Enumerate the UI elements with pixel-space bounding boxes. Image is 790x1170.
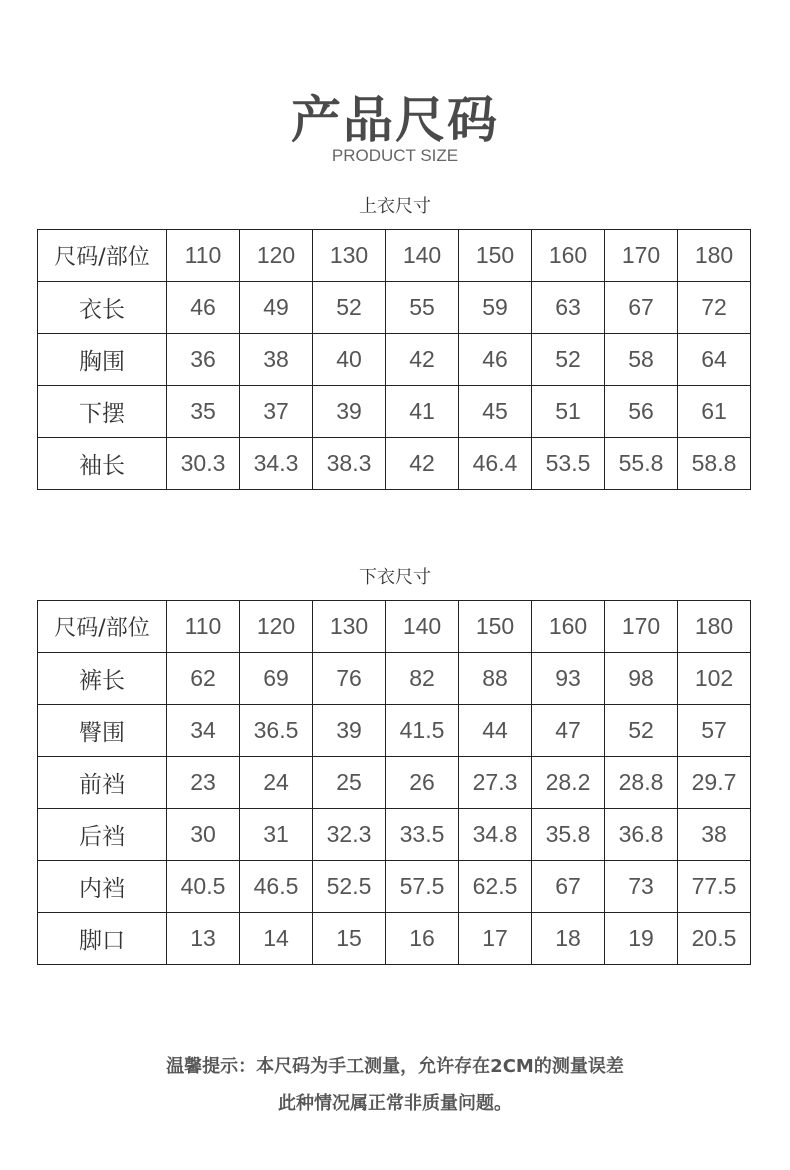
size-header-cell: 170 bbox=[605, 230, 678, 282]
size-header-cell: 130 bbox=[313, 601, 386, 653]
measurement-value: 52 bbox=[605, 705, 678, 757]
measurement-value: 18 bbox=[532, 913, 605, 965]
size-header-cell: 150 bbox=[459, 230, 532, 282]
measurement-value: 30.3 bbox=[167, 438, 240, 490]
measurement-value: 49 bbox=[240, 282, 313, 334]
size-header-cell: 180 bbox=[678, 230, 751, 282]
measurement-value: 72 bbox=[678, 282, 751, 334]
measurement-value: 41 bbox=[386, 386, 459, 438]
measurement-value: 28.8 bbox=[605, 757, 678, 809]
table-row bbox=[38, 757, 751, 809]
table-row bbox=[38, 809, 751, 861]
table-row bbox=[38, 913, 751, 965]
measurement-label: 脚口 bbox=[38, 913, 167, 965]
measurement-value: 25 bbox=[313, 757, 386, 809]
measurement-value: 40.5 bbox=[167, 861, 240, 913]
measurement-value: 24 bbox=[240, 757, 313, 809]
measurement-value: 38 bbox=[240, 334, 313, 386]
measurement-label: 后裆 bbox=[38, 809, 167, 861]
table-row bbox=[38, 861, 751, 913]
table-row bbox=[38, 438, 751, 490]
size-note-line-1: 温馨提示：本尺码为手工测量，允许存在2CM的测量误差 bbox=[166, 1056, 624, 1077]
top-table-body bbox=[38, 230, 751, 490]
measurement-value: 40 bbox=[313, 334, 386, 386]
size-header-cell: 120 bbox=[240, 601, 313, 653]
measurement-value: 45 bbox=[459, 386, 532, 438]
measurement-value: 34 bbox=[167, 705, 240, 757]
size-header-cell: 120 bbox=[240, 230, 313, 282]
bottom-table-body bbox=[38, 601, 751, 965]
top-size-table bbox=[37, 229, 751, 490]
measurement-value: 62.5 bbox=[459, 861, 532, 913]
measurement-value: 28.2 bbox=[532, 757, 605, 809]
corner-label: 尺码/部位 bbox=[38, 601, 167, 653]
measurement-value: 67 bbox=[532, 861, 605, 913]
measurement-value: 44 bbox=[459, 705, 532, 757]
size-header-cell: 110 bbox=[167, 230, 240, 282]
size-header-cell: 110 bbox=[167, 601, 240, 653]
table-row bbox=[38, 653, 751, 705]
table-header-row bbox=[38, 601, 751, 653]
measurement-value: 14 bbox=[240, 913, 313, 965]
measurement-value: 56 bbox=[605, 386, 678, 438]
measurement-value: 82 bbox=[386, 653, 459, 705]
measurement-value: 26 bbox=[386, 757, 459, 809]
measurement-value: 42 bbox=[386, 334, 459, 386]
measurement-label: 下摆 bbox=[38, 386, 167, 438]
measurement-value: 58.8 bbox=[678, 438, 751, 490]
measurement-value: 46 bbox=[167, 282, 240, 334]
measurement-value: 55 bbox=[386, 282, 459, 334]
measurement-value: 32.3 bbox=[313, 809, 386, 861]
measurement-value: 33.5 bbox=[386, 809, 459, 861]
measurement-value: 46.4 bbox=[459, 438, 532, 490]
measurement-value: 30 bbox=[167, 809, 240, 861]
measurement-value: 52 bbox=[313, 282, 386, 334]
measurement-label: 袖长 bbox=[38, 438, 167, 490]
measurement-value: 59 bbox=[459, 282, 532, 334]
measurement-value: 102 bbox=[678, 653, 751, 705]
measurement-value: 19 bbox=[605, 913, 678, 965]
measurement-value: 64 bbox=[678, 334, 751, 386]
corner-label: 尺码/部位 bbox=[38, 230, 167, 282]
measurement-value: 51 bbox=[532, 386, 605, 438]
measurement-value: 15 bbox=[313, 913, 386, 965]
bottom-size-table bbox=[37, 600, 751, 965]
bottom-table-title: 下衣尺寸 bbox=[359, 567, 431, 588]
measurement-value: 47 bbox=[532, 705, 605, 757]
measurement-value: 67 bbox=[605, 282, 678, 334]
page-subtitle: PRODUCT SIZE bbox=[331, 146, 459, 165]
measurement-value: 41.5 bbox=[386, 705, 459, 757]
measurement-value: 34.8 bbox=[459, 809, 532, 861]
measurement-value: 46.5 bbox=[240, 861, 313, 913]
measurement-value: 63 bbox=[532, 282, 605, 334]
measurement-value: 16 bbox=[386, 913, 459, 965]
measurement-value: 38.3 bbox=[313, 438, 386, 490]
size-header-cell: 150 bbox=[459, 601, 532, 653]
measurement-value: 29.7 bbox=[678, 757, 751, 809]
measurement-value: 62 bbox=[167, 653, 240, 705]
measurement-label: 臀围 bbox=[38, 705, 167, 757]
table-row bbox=[38, 282, 751, 334]
measurement-value: 61 bbox=[678, 386, 751, 438]
measurement-value: 57 bbox=[678, 705, 751, 757]
measurement-value: 93 bbox=[532, 653, 605, 705]
measurement-value: 34.3 bbox=[240, 438, 313, 490]
measurement-value: 77.5 bbox=[678, 861, 751, 913]
table-row bbox=[38, 386, 751, 438]
measurement-value: 37 bbox=[240, 386, 313, 438]
measurement-label: 衣长 bbox=[38, 282, 167, 334]
measurement-value: 42 bbox=[386, 438, 459, 490]
measurement-label: 前裆 bbox=[38, 757, 167, 809]
measurement-value: 31 bbox=[240, 809, 313, 861]
size-header-cell: 130 bbox=[313, 230, 386, 282]
measurement-label: 裤长 bbox=[38, 653, 167, 705]
measurement-value: 88 bbox=[459, 653, 532, 705]
measurement-value: 73 bbox=[605, 861, 678, 913]
page-title: 产品尺码 bbox=[291, 91, 499, 149]
measurement-value: 39 bbox=[313, 386, 386, 438]
measurement-value: 76 bbox=[313, 653, 386, 705]
measurement-value: 36 bbox=[167, 334, 240, 386]
measurement-value: 17 bbox=[459, 913, 532, 965]
measurement-value: 35.8 bbox=[532, 809, 605, 861]
measurement-value: 36.8 bbox=[605, 809, 678, 861]
measurement-value: 98 bbox=[605, 653, 678, 705]
measurement-value: 46 bbox=[459, 334, 532, 386]
measurement-value: 38 bbox=[678, 809, 751, 861]
measurement-value: 39 bbox=[313, 705, 386, 757]
measurement-value: 52.5 bbox=[313, 861, 386, 913]
table-row bbox=[38, 334, 751, 386]
measurement-value: 27.3 bbox=[459, 757, 532, 809]
measurement-value: 53.5 bbox=[532, 438, 605, 490]
size-header-cell: 140 bbox=[386, 230, 459, 282]
table-row bbox=[38, 705, 751, 757]
measurement-value: 69 bbox=[240, 653, 313, 705]
measurement-value: 20.5 bbox=[678, 913, 751, 965]
measurement-value: 58 bbox=[605, 334, 678, 386]
table-header-row bbox=[38, 230, 751, 282]
top-table-title: 上衣尺寸 bbox=[359, 196, 431, 217]
size-header-cell: 160 bbox=[532, 230, 605, 282]
measurement-value: 57.5 bbox=[386, 861, 459, 913]
size-note-line-2: 此种情况属正常非质量问题。 bbox=[278, 1093, 512, 1114]
measurement-value: 36.5 bbox=[240, 705, 313, 757]
measurement-label: 内裆 bbox=[38, 861, 167, 913]
measurement-label: 胸围 bbox=[38, 334, 167, 386]
measurement-value: 52 bbox=[532, 334, 605, 386]
size-header-cell: 180 bbox=[678, 601, 751, 653]
measurement-value: 55.8 bbox=[605, 438, 678, 490]
size-header-cell: 170 bbox=[605, 601, 678, 653]
measurement-value: 35 bbox=[167, 386, 240, 438]
measurement-value: 13 bbox=[167, 913, 240, 965]
size-header-cell: 140 bbox=[386, 601, 459, 653]
size-header-cell: 160 bbox=[532, 601, 605, 653]
measurement-value: 23 bbox=[167, 757, 240, 809]
